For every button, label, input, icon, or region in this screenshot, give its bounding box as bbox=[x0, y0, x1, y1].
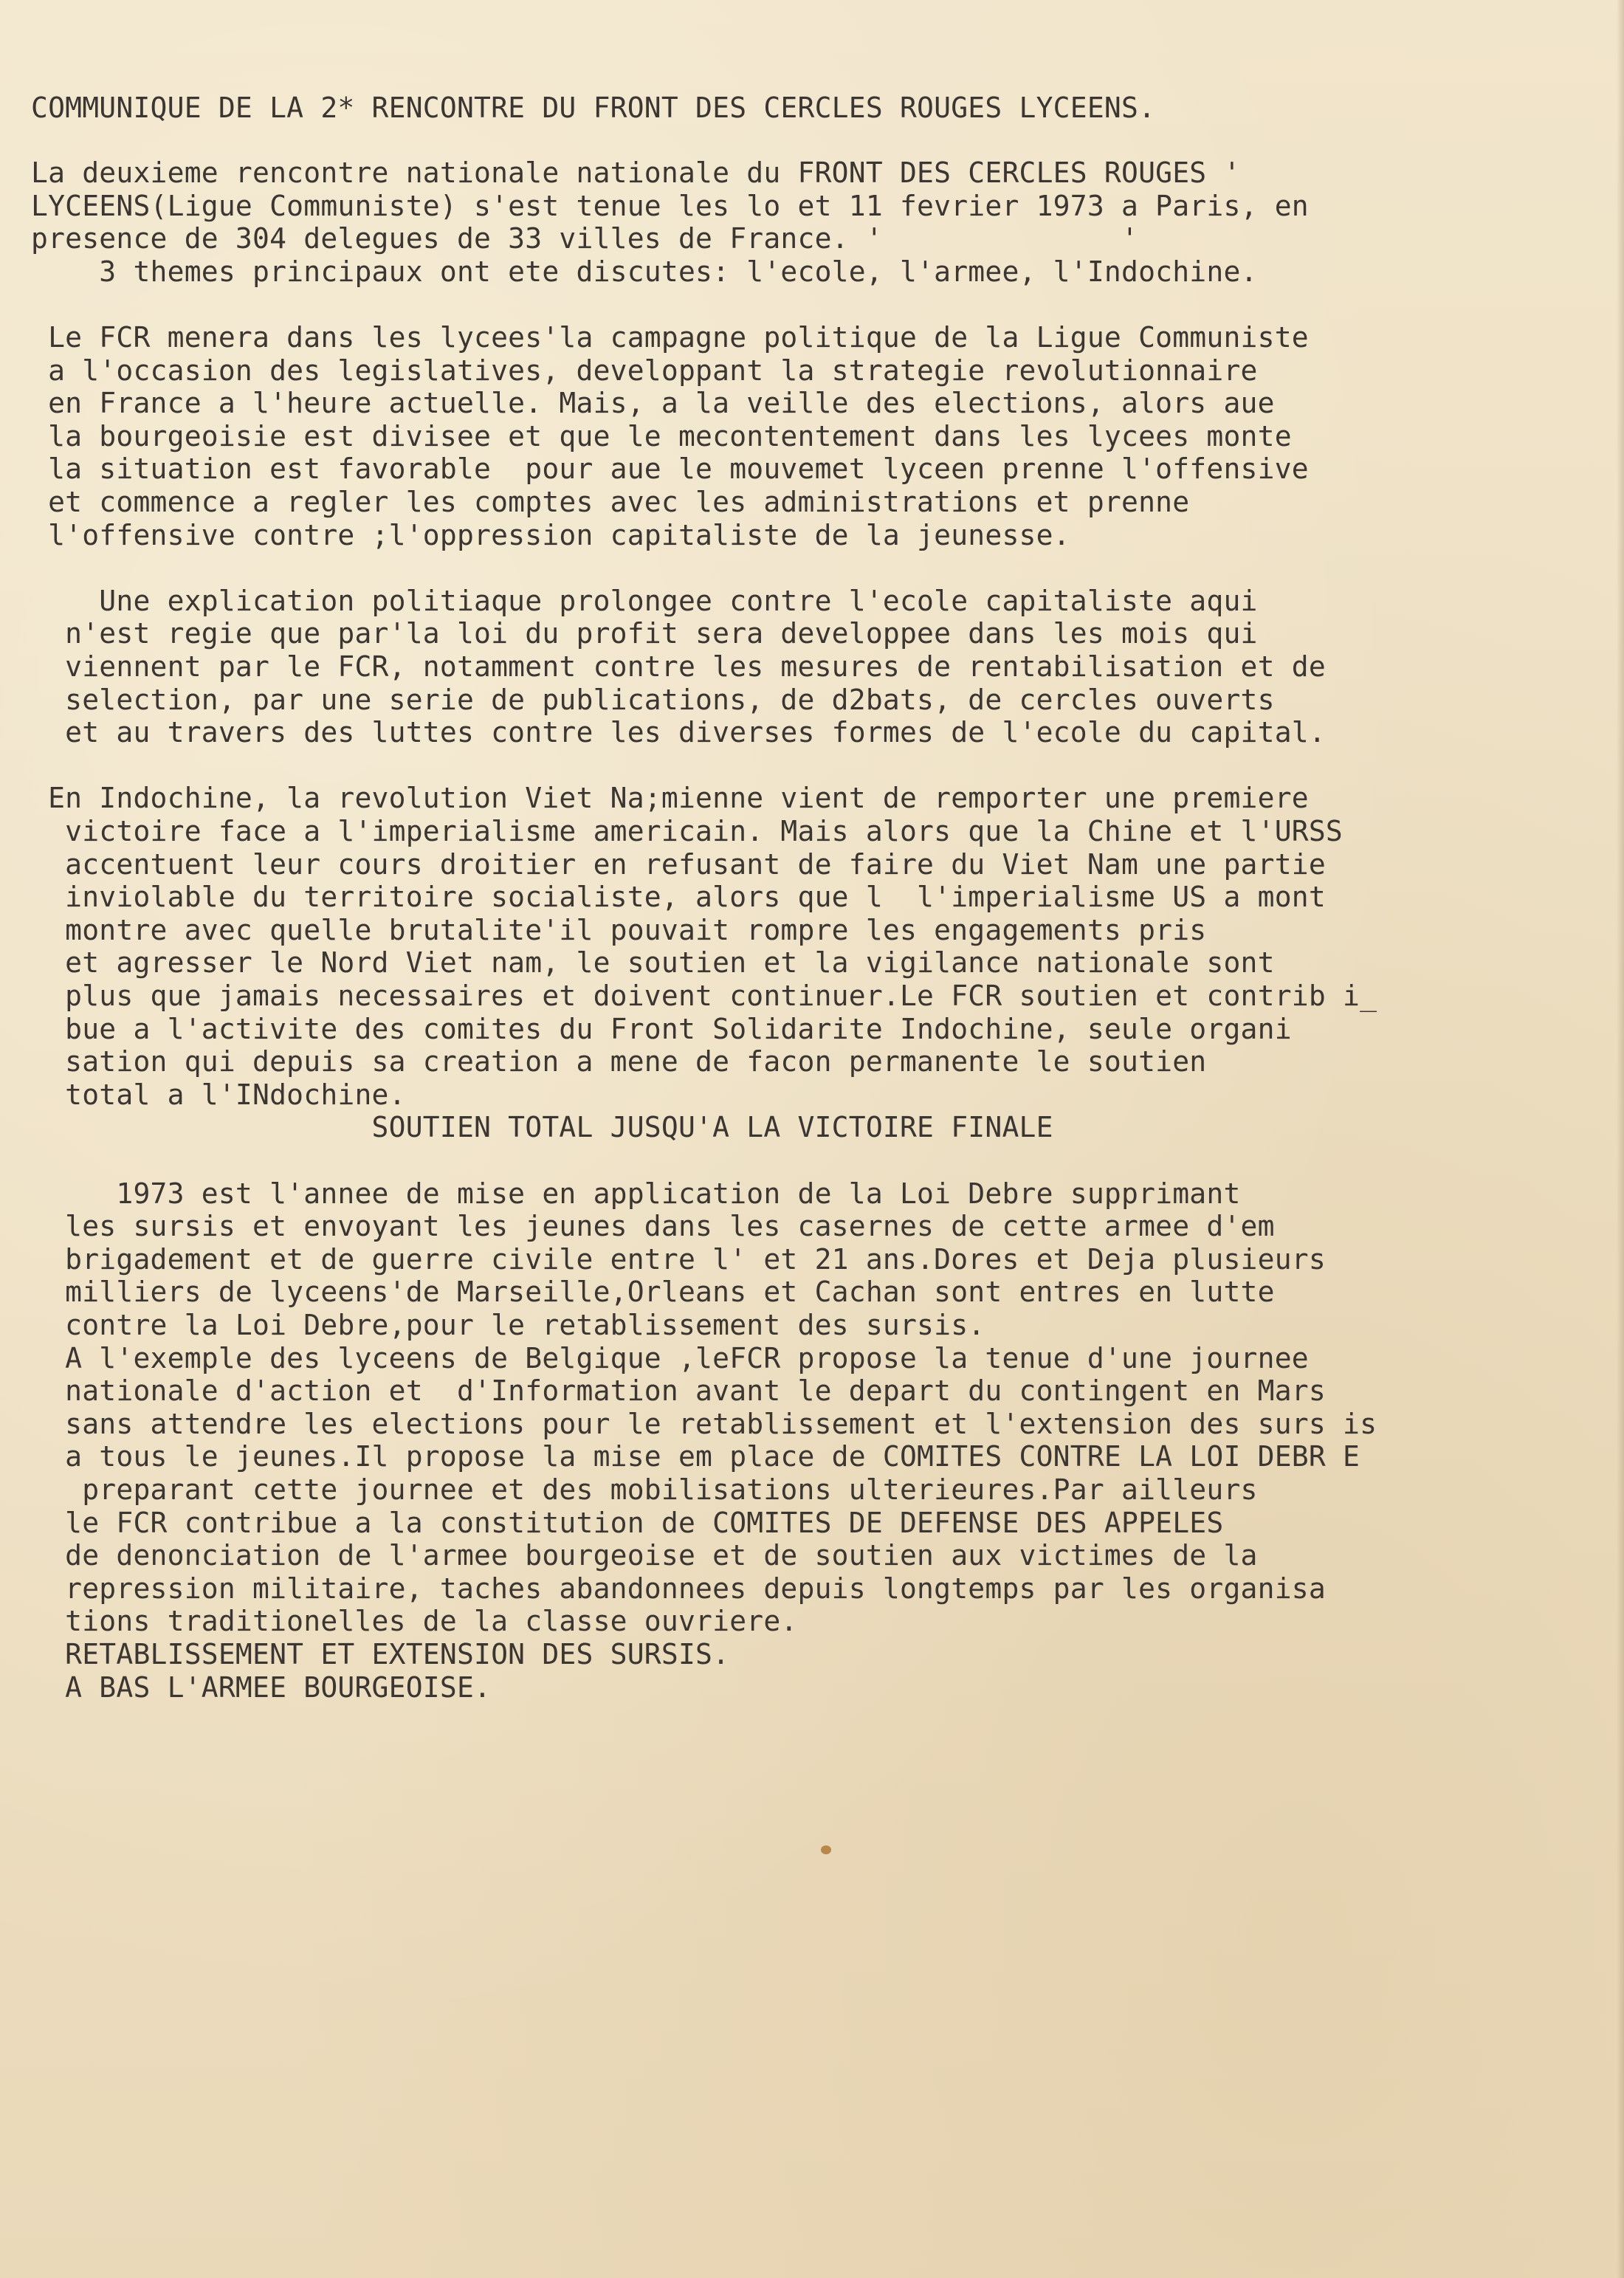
document-line: inviolable du territoire socialiste, alors que l l'imperialisme US a mont bbox=[31, 881, 1326, 913]
document-line: selection, par une serie de publications, de d2bats, de cercles ouverts bbox=[31, 684, 1275, 716]
document-line: a l'occasion des legislatives, developpant la strategie revolutionnaire bbox=[31, 354, 1258, 387]
document-line: RETABLISSEMENT ET EXTENSION DES SURSIS. bbox=[31, 1638, 730, 1670]
document-line: et commence a regler les comptes avec les administrations et prenne bbox=[31, 486, 1190, 518]
document-line: victoire face a l'imperialisme americain. Mais alors que la Chine et l'URSS bbox=[31, 815, 1343, 847]
document-line: et au travers des luttes contre les diverses formes de l'ecole du capital. bbox=[31, 716, 1326, 749]
document-line: viennent par le FCR, notamment contre les mesures de rentabilisation et de bbox=[31, 650, 1326, 683]
document-line: n'est regie que par'la loi du profit sera developpee dans les mois qui bbox=[31, 617, 1258, 650]
document-line: A l'exemple des lyceens de Belgique ,leFCR propose la tenue d'une journee bbox=[31, 1342, 1309, 1374]
document-line: contre la Loi Debre,pour le retablissement des sursis. bbox=[31, 1309, 985, 1341]
document-line: et agresser le Nord Viet nam, le soutien et la vigilance nationale sont bbox=[31, 946, 1275, 979]
document-line: 3 themes principaux ont ete discutes: l'ecole, l'armee, l'Indochine. bbox=[31, 255, 1258, 288]
document-line: l'offensive contre ;l'oppression capitaliste de la jeunesse. bbox=[31, 519, 1070, 551]
document-line: de denonciation de l'armee bourgeoise et de soutien aux victimes de la bbox=[31, 1539, 1258, 1572]
document-line: A BAS L'ARMEE BOURGEOISE. bbox=[31, 1671, 492, 1704]
document-line: SOUTIEN TOTAL JUSQU'A LA VICTOIRE FINALE bbox=[31, 1111, 1053, 1143]
document-line: total a l'INdochine. bbox=[31, 1078, 406, 1111]
document-line: repression militaire, taches abandonnees depuis longtemps par les organisa bbox=[31, 1572, 1326, 1605]
document-line: preparant cette journee et des mobilisations ulterieures.Par ailleurs bbox=[31, 1473, 1258, 1506]
document-line: la bourgeoisie est divisee et que le mecontentement dans les lycees monte bbox=[31, 420, 1292, 452]
document-line: brigadement et de guerre civile entre l' et 21 ans.Dores et Deja plusieurs bbox=[31, 1243, 1326, 1276]
document-line: a tous le jeunes.Il propose la mise em place de COMITES CONTRE LA LOI DEBR E bbox=[31, 1440, 1360, 1473]
document-line: La deuxieme rencontre nationale nationale du FRONT DES CERCLES ROUGES ' bbox=[31, 156, 1241, 189]
document-line: montre avec quelle brutalite'il pouvait rompre les engagements pris bbox=[31, 914, 1207, 946]
document-line: sans attendre les elections pour le retablissement et l'extension des surs is bbox=[31, 1408, 1377, 1440]
document-line: milliers de lyceens'de Marseille,Orleans et Cachan sont entres en lutte bbox=[31, 1276, 1275, 1308]
document-title: COMMUNIQUE DE LA 2* RENCONTRE DU FRONT DES CERCLES ROUGES LYCEENS. bbox=[31, 92, 1156, 124]
document-line: la situation est favorable pour aue le mouvemet lyceen prenne l'offensive bbox=[31, 452, 1309, 485]
document-line: le FCR contribue a la constitution de COMITES DE DEFENSE DES APPELES bbox=[31, 1507, 1224, 1539]
document-line: bue a l'activite des comites du Front Solidarite Indochine, seule organi bbox=[31, 1013, 1292, 1045]
document-line: accentuent leur cours droitier en refusant de faire du Viet Nam une partie bbox=[31, 848, 1326, 881]
document-line: les sursis et envoyant les jeunes dans les casernes de cette armee d'em bbox=[31, 1210, 1275, 1242]
document-line: LYCEENS(Ligue Communiste) s'est tenue les lo et 11 fevrier 1973 a Paris, en bbox=[31, 190, 1309, 222]
ink-spot bbox=[821, 1845, 831, 1854]
document-line: 1973 est l'annee de mise en application de la Loi Debre supprimant bbox=[31, 1177, 1241, 1210]
document-line: En Indochine, la revolution Viet Na;mienne vient de remporter une premiere bbox=[31, 782, 1309, 814]
page-edge-shadow bbox=[1617, 0, 1624, 2278]
document-line: sation qui depuis sa creation a mene de facon permanente le soutien bbox=[31, 1045, 1207, 1078]
document-line: Une explication politiaque prolongee contre l'ecole capitaliste aqui bbox=[31, 585, 1258, 617]
document-line: Le FCR menera dans les lycees'la campagne politique de la Ligue Communiste bbox=[31, 321, 1309, 354]
document-line: nationale d'action et d'Information avant le depart du contingent en Mars bbox=[31, 1374, 1326, 1407]
document-line: plus que jamais necessaires et doivent continuer.Le FCR soutien et contrib i_ bbox=[31, 980, 1377, 1012]
document-line: en France a l'heure actuelle. Mais, a la veille des elections, alors aue bbox=[31, 387, 1275, 419]
document-line: tions traditionelles de la classe ouvriere. bbox=[31, 1605, 798, 1637]
document-line: presence de 304 delegues de 33 villes de France. ' ' bbox=[31, 222, 1139, 255]
